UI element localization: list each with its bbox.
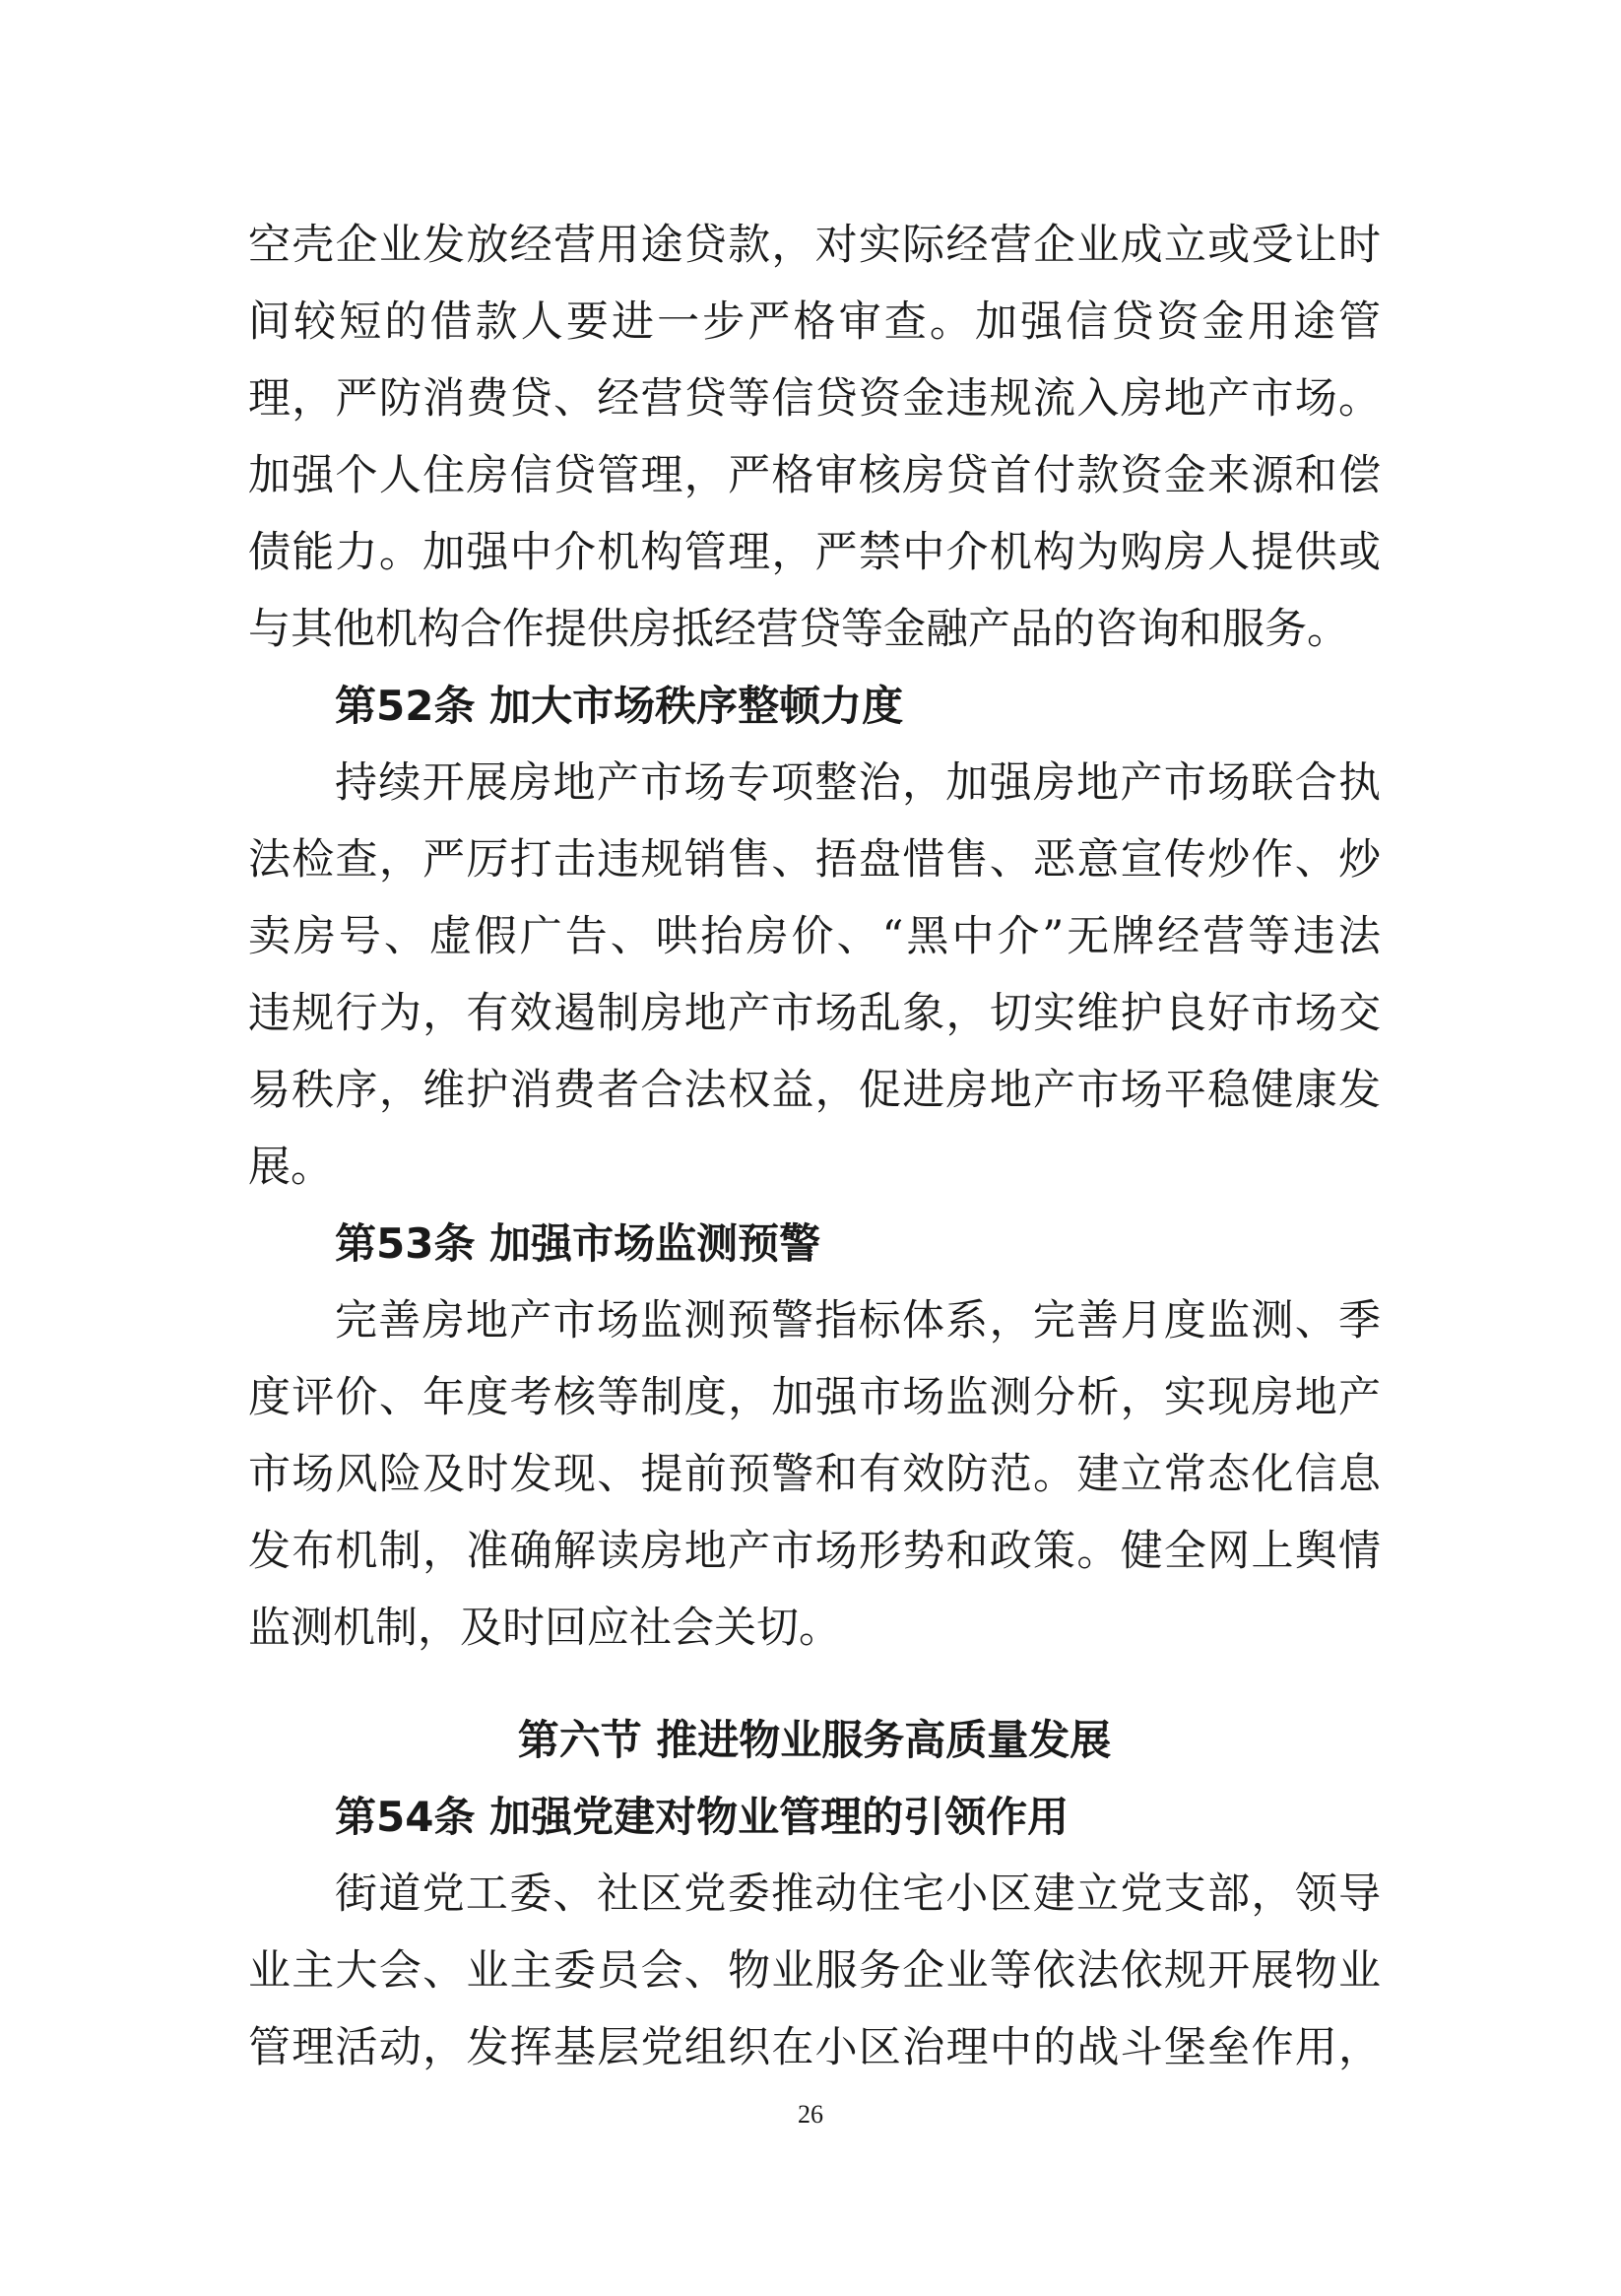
text-line: 度评价、年度考核等制度，加强市场监测分析，实现房地产 [248,1373,1381,1422]
article-53-paragraph [248,1282,1381,1667]
text-line: 监测机制，及时回应社会关切。 [248,1604,841,1653]
page-number: 26 [798,2100,823,2129]
text-line: 市场风险及时发现、提前预警和有效防范。建立常态化信息 [248,1450,1381,1499]
text-line: 发布机制，准确解读房地产市场形势和政策。健全网上舆情 [248,1527,1381,1576]
text-line: 与其他机构合作提供房抵经营贷等金融产品的咨询和服务。 [248,605,1349,654]
text-line: 债能力。加强中介机构管理，严禁中介机构为购房人提供或 [248,528,1381,577]
paragraph-intro [248,207,1381,668]
article-52-paragraph [248,745,1381,1206]
text-line: 加强个人住房信贷管理，严格审核房贷首付款资金来源和偿 [248,451,1381,500]
text-line: 间较短的借款人要进一步严格审查。加强信贷资金用途管 [248,297,1381,347]
document-body [248,207,1381,2086]
article-52-heading: 第52条 加大市场秩序整顿力度 [335,682,904,730]
text-line: 卖房号、虚假广告、哄抬房价、“黑中介”无牌经营等违法 [248,912,1381,961]
text-line: 完善房地产市场监测预警指标体系，完善月度监测、季 [335,1296,1381,1345]
text-line: 街道党工委、社区党委推动住宅小区建立党支部，领导 [335,1870,1381,1919]
article-53-heading: 第53条 加强市场监测预警 [335,1219,821,1268]
text-line: 法检查，严厉打击违规销售、捂盘惜售、恶意宣传炒作、炒 [248,835,1381,885]
text-line: 持续开展房地产市场专项整治，加强房地产市场联合执 [335,758,1381,808]
section-6-title: 第六节 推进物业服务高质量发展 [517,1716,1112,1764]
text-line: 管理活动，发挥基层党组织在小区治理中的战斗堡垒作用， [248,2023,1381,2072]
text-line: 空壳企业发放经营用途贷款，对实际经营企业成立或受让时 [248,221,1381,270]
text-line: 展。 [248,1143,333,1192]
text-line: 易秩序，维护消费者合法权益，促进房地产市场平稳健康发 [248,1066,1381,1115]
article-54-heading: 第54条 加强党建对物业管理的引领作用 [335,1793,1070,1841]
text-line: 业主大会、业主委员会、物业服务企业等依法依规开展物业 [248,1946,1381,1996]
text-line: 理，严防消费贷、经营贷等信贷资金违规流入房地产市场。 [248,374,1381,424]
article-54-paragraph [248,1856,1381,2086]
text-line: 违规行为，有效遏制房地产市场乱象，切实维护良好市场交 [248,989,1381,1038]
